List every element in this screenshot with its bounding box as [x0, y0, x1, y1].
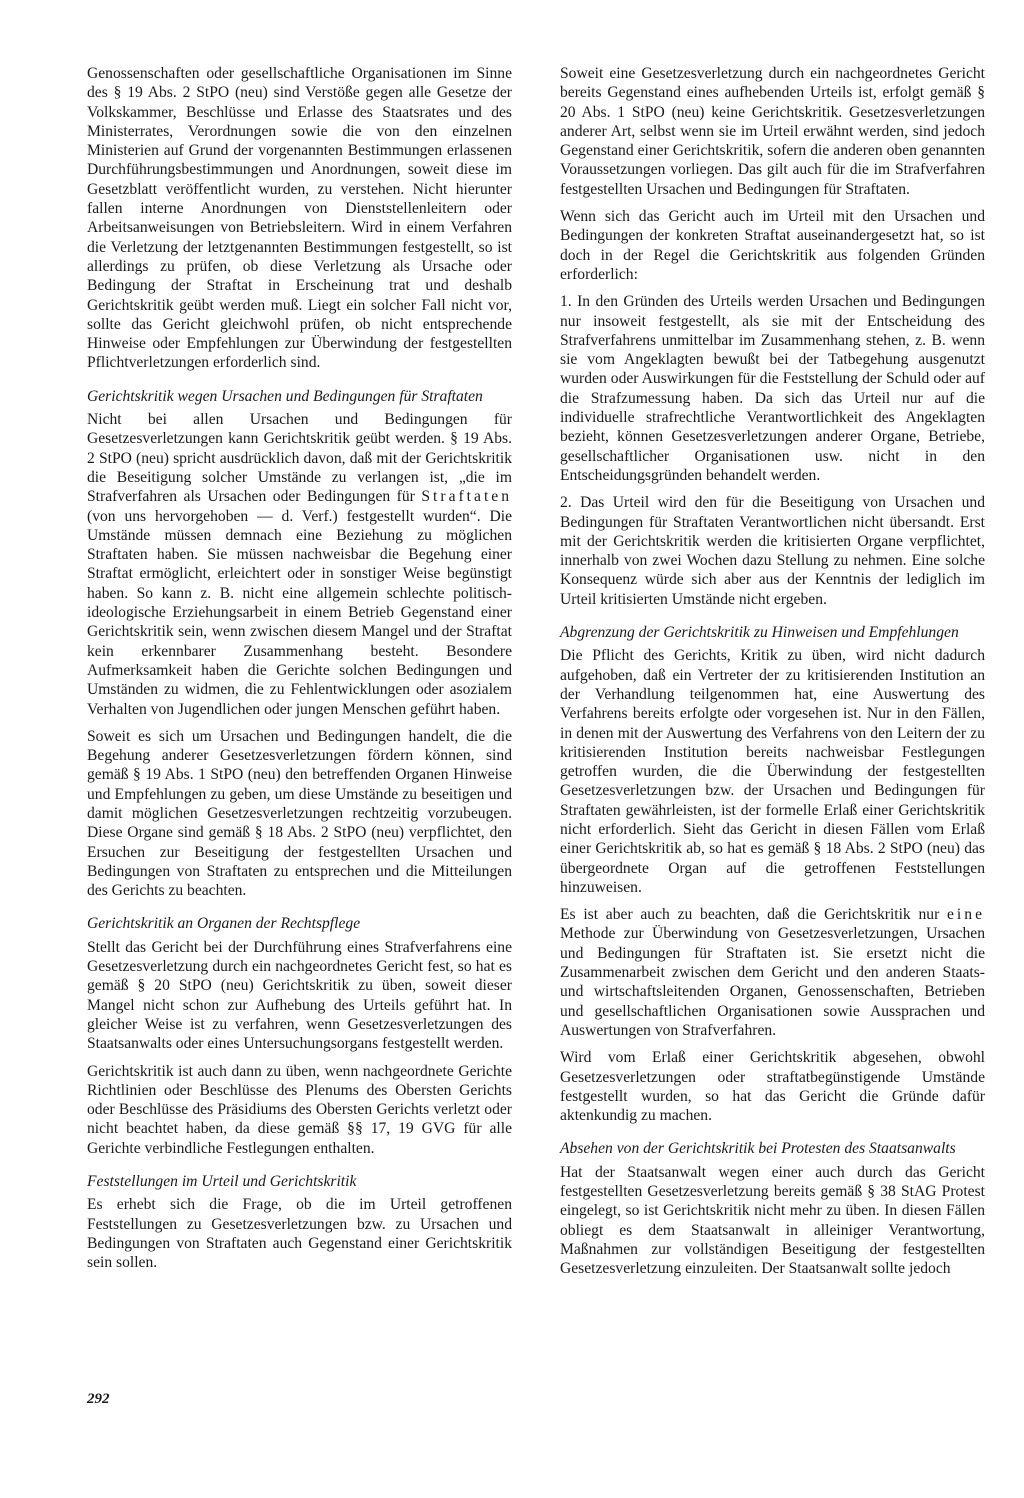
paragraph [560, 905, 985, 1040]
emphasized-text: eine [947, 906, 985, 924]
paragraph: 1. In den Gründen des Urteils werden Ursachen und Bedingungen nur insoweit festgestellt, als sie mit der Entscheidung des Strafverfahrens unmittelbar im Zusammenhang stehen, z. B. wenn sie vom Angeklagten bewußt bei der Tatbegehung ausgenutzt wurden oder Auswirkungen für die Feststellung der Schuld oder auf die Strafzumessung haben. Da sich das Urteil nur auf die individuelle strafrechtliche Verantwortlichkeit des Angeklagten bezieht, können Gesetzesverletzungen anderer Organe, Betriebe, gesellschaftlicher Organisationen usw. nicht in den Entscheidungsgründen behandelt werden. [560, 293, 985, 484]
text-run: Es ist aber auch zu beachten, daß die Gerichtskritik nur [560, 906, 948, 924]
section-heading: Gerichtskritik wegen Ursachen und Bedingungen für Straftaten [87, 387, 483, 405]
paragraph: Wenn sich das Gericht auch im Urteil mit den Ursachen und Bedingungen der konkreten Straftat auseinandergesetzt hat, so ist doch in der Regel die Gerichtskritik aus folgenden Gründen erforderlich: [560, 208, 985, 283]
paragraph: Soweit es sich um Ursachen und Bedingungen handelt, die die Begehung anderer Gesetzesverletzungen fördern können, sind gemäß § 19 Abs. 1 StPO (neu) den betreffenden Organen Hinweise und Empfehlungen zu geben, um diese Umstände zu beseitigen und damit möglichen Gesetzesverletzungen rechtzeitig vorzubeugen. Diese Organe sind gemäß § 18 Abs. 2 StPO (neu) verpflichtet, den Ersuchen zur Beseitigung der festgestellten Ursachen und Bedingungen von Straftaten zu entsprechen und die Mitteilungen des Gerichts zu beachten. [87, 727, 512, 900]
text-run: Nicht bei allen Ursachen und Bedingungen für Gesetzesverletzungen kann Gerichtskritik geübt werden. § 19 Abs. 2 StPO (neu) spricht ausdrücklich davon, daß mit der Gerichtskritik die Beseitigung solcher Umstände zu verlangen ist, „die im Strafverfahren als Ursachen oder Bedingungen für [87, 411, 512, 506]
text-run: Methode zur Überwindung von Gesetzesverletzungen, Ursachen und Bedingungen für Straftaten ist. Sie ersetzt nicht die Zusammenarbeit zwischen dem Gericht und den anderen Staats- und wirtschaftsleitenden Organen, Genossenschaften, Betrieben und gesellschaftlichen Organisationen sowie Aussprachen und Auswertungen von Strafverfahren. [560, 925, 985, 1039]
section-heading: Abgrenzung der Gerichtskritik zu Hinweisen und Empfehlungen [560, 624, 959, 642]
section-heading: Feststellungen im Urteil und Gerichtskritik [87, 1173, 357, 1191]
paragraph: Stellt das Gericht bei der Durchführung eines Strafverfahrens eine Gesetzesverletzung durch ein nachgeordnetes Gericht fest, so hat es gemäß § 20 StPO (neu) Gerichtskritik zu üben, soweit dieser Mangel nicht schon zur Aufhebung des Urteils geführt hat. In gleicher Weise ist zu verfahren, wenn Gesetzesverletzungen des Staatsanwalts oder eines Untersuchungsorgans festgestellt werden. [87, 938, 512, 1053]
paragraph [87, 410, 512, 719]
paragraph: 2. Das Urteil wird den für die Beseitigung von Ursachen und Bedingungen für Straftaten Verantwortlichen nicht übersandt. Erst mit der Gerichtskritik werden die kritisierten Organe verpflichtet, innerhalb von zwei Wochen dazu Stellung zu nehmen. Eine solche Konsequenz würde sich aber aus der Kenntnis der lediglich im Urteil kritisierten Umstände nicht ergeben. [560, 494, 985, 608]
section-heading: Gerichtskritik an Organen der Rechtspflege [87, 915, 361, 933]
emphasized-text: Straftaten [421, 488, 512, 506]
paragraph: Gerichtskritik ist auch dann zu üben, wenn nachgeordnete Gerichte Richtlinien oder Beschlüsse des Plenums des Obersten Gerichts oder Beschlüsse des Präsidiums des Obersten Gerichts verletzt oder nicht beachtet haben, da diese gemäß §§ 17, 19 GVG für alle Gerichte verbindliche Festlegungen enthalten. [87, 1062, 512, 1157]
paragraph: Es erhebt sich die Frage, ob die im Urteil getroffenen Feststellungen zu Gesetzesverletzungen bzw. zu Ursachen und Bedingungen von Straftaten auch Gegenstand einer Gerichtskritik sein sollen. [87, 1196, 512, 1272]
text-run: (von uns hervorgehoben — d. Verf.) festgestellt wurden“. Die Umstände müssen demnach eine Beziehung zu möglichen Straftaten haben. Sie müssen nachweisbar die Begehung einer Straftat ermöglicht, erleichtert oder in sonstiger Weise begünstigt haben. So kann z. B. nicht eine allgemein schlechte politisch-ideologische Erziehungsarbeit in einem Betrieb Gegenstand einer Gerichtskritik sein, wenn zwischen diesem Mangel und der Straftat kein erkennbarer Zusammenhang besteht. Besondere Aufmerksamkeit haben die Gerichte solchen Bedingungen und Umständen zu widmen, die zu Fehlentwicklungen oder asozialem Verhalten von Jugendlichen oder jungen Menschen geführt haben. [87, 507, 512, 718]
section-heading: Absehen von der Gerichtskritik bei Protesten des Staatsanwalts [560, 1140, 956, 1158]
left-column [87, 64, 512, 1281]
paragraph: Hat der Staatsanwalt wegen einer auch durch das Gericht festgestellten Gesetzesverletzung bereits gemäß § 38 StAG Protest eingelegt, so ist Gerichtskritik nicht mehr zu üben. In diesen Fällen obliegt es dem Staatsanwalt in alleiniger Verantwortung, Maßnahmen zur vollständigen Beseitigung der festgestellten Gesetzesverletzung einzuleiten. Der Staatsanwalt sollte jedoch [560, 1163, 985, 1278]
paragraph: Genossenschaften oder gesellschaftliche Organisationen im Sinne des § 19 Abs. 2 StPO (neu) sind Verstöße gegen alle Gesetze der Volkskammer, Beschlüsse und Erlasse des Staatsrates und des Ministerrates, Verordnungen sowie die von den einzelnen Ministerien auf Grund der vorgenannten Bestimmungen erlassenen Durchführungsbestimmungen und Anordnungen, soweit diese im Gesetzblatt veröffentlicht wurden, zu verstehen. Nicht hierunter fallen interne Anordnungen von Dienststellenleitern oder Arbeitsanweisungen von Betriebsleitern. Wird in einem Verfahren die Verletzung der letztgenannten Bestimmungen festgestellt, so ist allerdings zu prüfen, ob diese Verletzung als Ursache oder Bedingung der Straftat in Erscheinung trat und deshalb Gerichtskritik geübt werden muß. Liegt ein solcher Fall nicht vor, sollte das Gericht gleichwohl prüfen, ob nicht entsprechende Hinweise oder Empfehlungen zur Überwindung der festgestellten Pflichtverletzungen erforderlich sind. [87, 65, 512, 372]
paragraph: Wird vom Erlaß einer Gerichtskritik abgesehen, obwohl Gesetzesverletzungen oder straftatbegünstigende Umstände festgestellt wurden, so hat das Gericht die Gründe dafür aktenkundig zu machen. [560, 1049, 985, 1125]
paragraph: Soweit eine Gesetzesverletzung durch ein nachgeordnetes Gericht bereits Gegenstand eines aufhebenden Urteils ist, erfolgt gemäß § 20 Abs. 1 StPO (neu) keine Gerichtskritik. Gesetzesverletzungen anderer Art, selbst wenn sie im Urteil erwähnt werden, sind jedoch Gegenstand einer Gerichtskritik, sofern die anderen oben genannten Voraussetzungen vorliegen. Das gilt auch für die im Strafverfahren festgestellten Ursachen und Bedingungen für Straftaten. [560, 65, 985, 198]
paragraph: Die Pflicht des Gerichts, Kritik zu üben, wird nicht dadurch aufgehoben, daß ein Vertreter der zu kritisierenden Institution an der Verhandlung teilgenommen hat, eine Auswertung des Verfahrens bereits erfolgte oder vorgesehen ist. Nur in den Fällen, in denen mit der Auswertung des Verfahrens von den Leitern der zu kritisierenden Institution bereits nachweisbar Festlegungen getroffen wurden, die die Überwindung der festgestellten Gesetzesverletzungen bzw. der Ursachen und Bedingungen für Straftaten gewährleisten, ist der formelle Erlaß einer Gerichtskritik nicht erforderlich. Sieht das Gericht in diesen Fällen vom Erlaß einer Gerichtskritik ab, so hat es gemäß § 18 Abs. 2 StPO (neu) das übergeordnete Organ auf die getroffenen Feststellungen hinzuweisen. [560, 647, 985, 896]
right-column [560, 64, 985, 1287]
page-number: 292 [87, 1391, 110, 1407]
